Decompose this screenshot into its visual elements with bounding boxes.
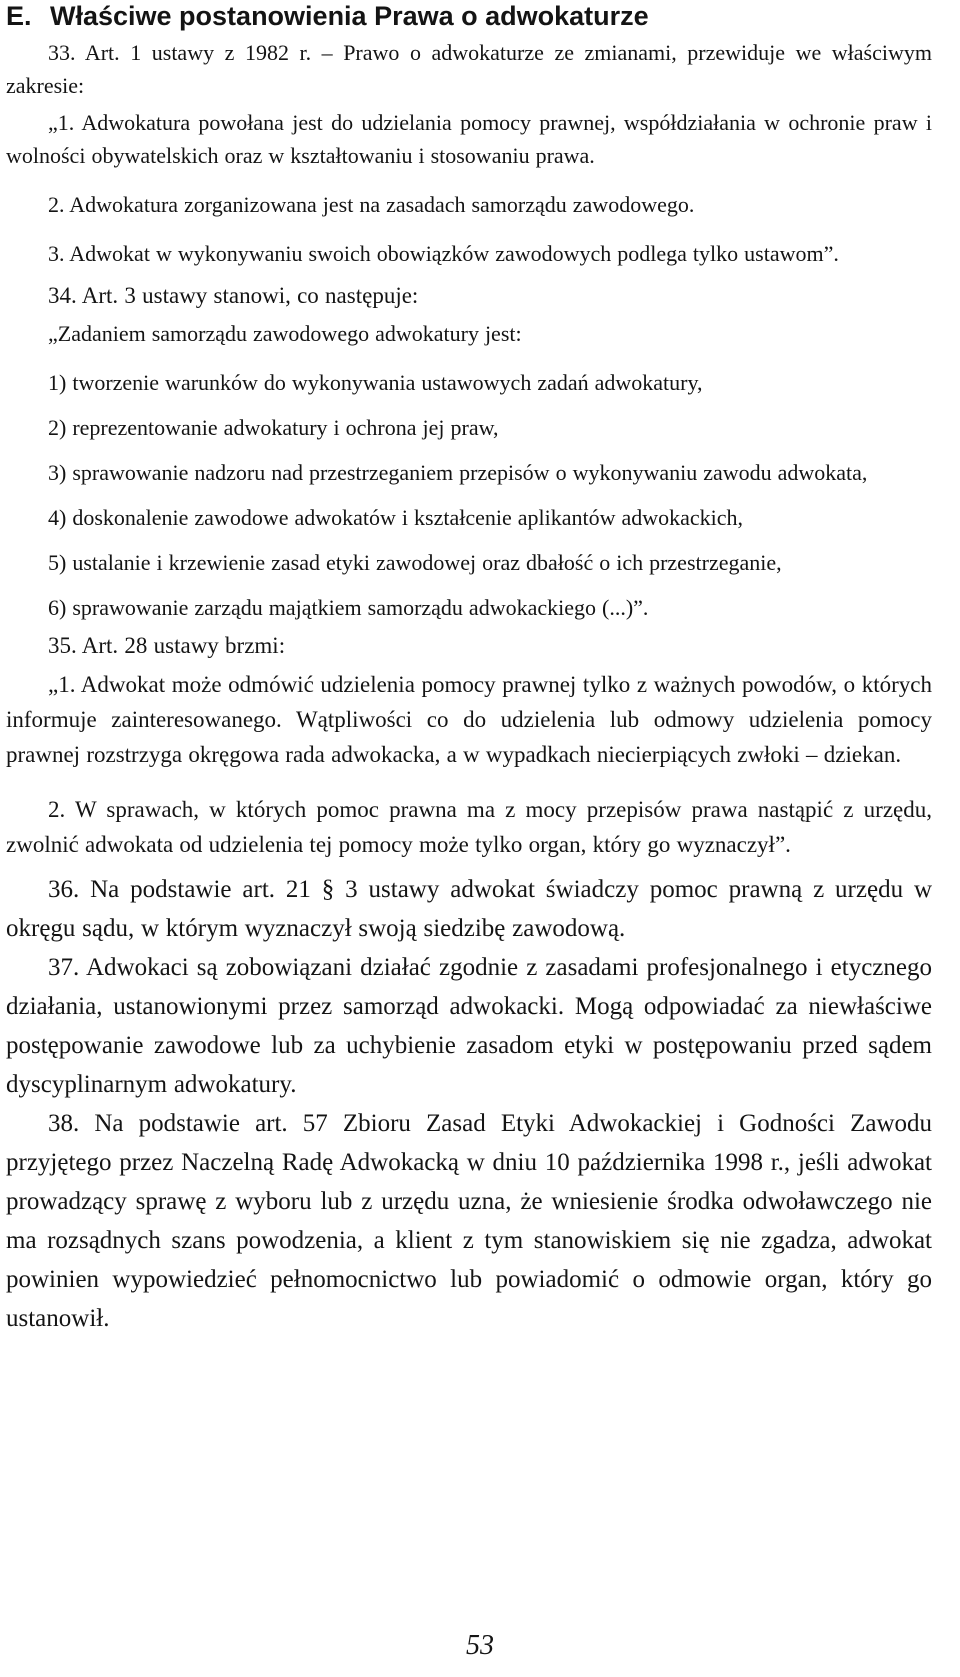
paragraph-35-point-2: 2. W sprawach, w których pomoc prawna ma z mocy przepisów prawa nastąpić z urzędu, zwolnić adwokata od udzielenia tej pomocy może tylko organ, który go wyznaczył”.: [6, 797, 932, 857]
paragraph-36: 36. Na podstawie art. 21 § 3 ustawy adwokat świadczy pomoc prawną z urzędu w okręgu sądu, w którym wyznaczył swoją siedzibę zawodową.: [6, 876, 932, 942]
list-item-2: 2) reprezentowanie adwokatury i ochrona jej praw,: [48, 415, 499, 440]
paragraph-37: 37. Adwokaci są zobowiązani działać zgodnie z zasadami profesjonalnego i etycznego działania, ustanowionymi przez samorząd adwokacki. Mogą odpowiadać za niewłaściwe postępowanie zawodowe lub za uchybienie zasadom etyki w postępowaniu przed sądem dyscyplinarnym adwokatury.: [6, 954, 932, 1098]
list-item-5: 5) ustalanie i krzewienie zasad etyki zawodowej oraz dbałość o ich przestrzeganie,: [48, 550, 782, 575]
list-item-1: 1) tworzenie warunków do wykonywania ustawowych zadań adwokatury,: [48, 370, 703, 395]
section-label: E.: [6, 1, 32, 31]
paragraph-35: 35. Art. 28 ustawy brzmi:: [48, 633, 286, 658]
paragraph-34: 34. Art. 3 ustawy stanowi, co następuje:: [48, 283, 419, 308]
paragraph-38: 38. Na podstawie art. 57 Zbioru Zasad Etyki Adwokackiej i Godności Zawodu przyjętego przez Naczelną Radę Adwokacką w dniu 10 października 1998 r., jeśli adwokat prowadzący sprawę z wyboru lub z urzędu uzna, że wniesienie środka odwoławczego nie ma rozsądnych szans powodzenia, a klient z tym stanowiskiem się nie zgadza, adwokat powinien wypowiedzieć pełnomocnictwo lub powiadomić o odmowie organ, który go ustanowił.: [6, 1110, 932, 1332]
paragraph-35-point-1: „1. Adwokat może odmówić udzielenia pomocy prawnej tylko z ważnych powodów, o których informuje zainteresowanego. Wątpliwości co do udzielenia lub odmowy udzielenia pomocy prawnej rozstrzyga okręgowa rada adwokacka, a w wypadkach niecierpiących zwłoki – dziekan.: [6, 672, 932, 767]
list-item-4: 4) doskonalenie zawodowe adwokatów i kształcenie aplikantów adwokackich,: [48, 505, 744, 530]
page-number: 53: [466, 1630, 494, 1661]
paragraph-34-intro: „Zadaniem samorządu zawodowego adwokatury jest:: [48, 321, 522, 346]
section-title: Właściwe postanowienia Prawa o adwokaturze: [50, 1, 649, 31]
section-heading: [6, 0, 932, 32]
paragraph-33-point-1: „1. Adwokatura powołana jest do udzielania pomocy prawnej, współdziałania w ochronie praw i wolności obywatelskich oraz w kształtowaniu i stosowaniu prawa.: [6, 110, 932, 168]
paragraph-33-point-2: 2. Adwokatura zorganizowana jest na zasadach samorządu zawodowego.: [48, 192, 695, 217]
list-item-6: 6) sprawowanie zarządu majątkiem samorządu adwokackiego (...)”.: [48, 595, 649, 620]
paragraph-33-point-3: 3. Adwokat w wykonywaniu swoich obowiązków zawodowych podlega tylko ustawom”.: [48, 241, 839, 266]
paragraph-33: 33. Art. 1 ustawy z 1982 r. – Prawo o adwokaturze ze zmianami, przewiduje we właściwym zakresie:: [6, 40, 932, 98]
list-item-3: 3) sprawowanie nadzoru nad przestrzeganiem przepisów o wykonywaniu zawodu adwokata,: [48, 460, 868, 485]
